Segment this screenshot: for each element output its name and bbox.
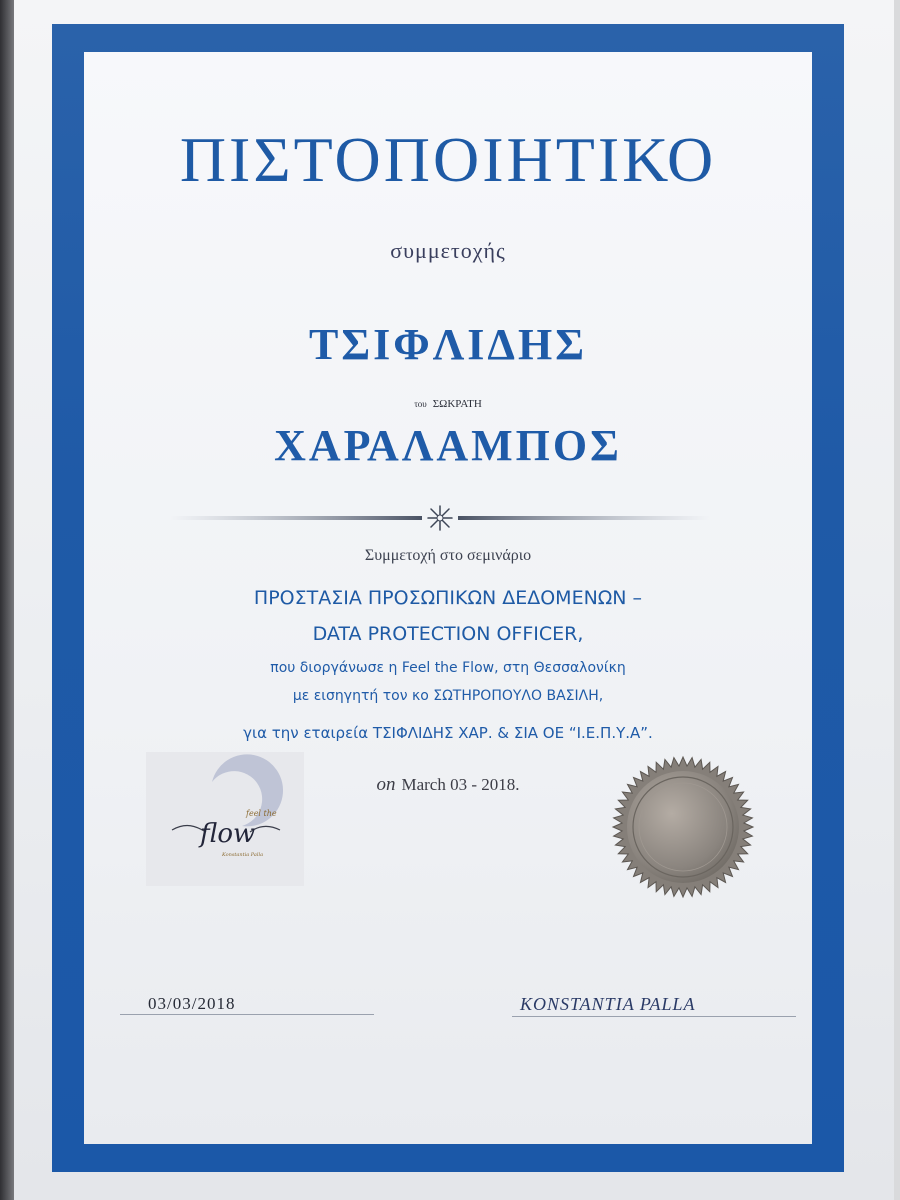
event-date-prefix: on: [376, 774, 396, 795]
lecturer-name: ΣΩΤΗΡΟΠΟΥΛΟ ΒΑΣΙΛΗ,: [433, 688, 604, 704]
signature-date: 03/03/2018: [148, 994, 236, 1013]
date-signature-line: [120, 1014, 374, 1015]
gold-seal-icon: [610, 754, 756, 900]
feel-the-flow-logo: [146, 752, 304, 886]
organizer-pre: που διοργάνωσε η: [270, 660, 402, 676]
seminar-title-line1: ΠΡΟΣΤΑΣΙΑ ΠΡΟΣΩΠΙΚΩΝ ΔΕΔΟΜΕΝΩΝ –: [253, 587, 643, 609]
starburst-ornament-icon: [170, 505, 710, 533]
lecturer-pre: με εισηγητή τον κο: [292, 688, 434, 704]
company-name: ΤΣΙΦΛΙΔΗΣ ΧΑΡ. & ΣΙΑ ΟΕ “Ι.Ε.Π.Υ.Α”.: [372, 724, 653, 742]
recipient-first-name: ΧΑΡΑΛΑΜΠΟΣ: [274, 421, 622, 470]
logo-bottom-text: Konstantia Palla: [222, 852, 264, 858]
certificate-subtitle: συμμετοχής: [390, 238, 506, 263]
organizer-name: Feel the Flow: [401, 660, 495, 676]
seminar-title: [84, 580, 812, 652]
recipient-surname: ΤΣΙΦΛΙΔΗΣ: [309, 320, 587, 369]
father-prefix: του: [414, 399, 427, 409]
lecturer-line: [84, 688, 812, 704]
signer-name: KONSTANTIA PALLA: [520, 994, 696, 1014]
father-name-line: [84, 398, 812, 410]
father-name: ΣΩΚΡΑΤΗ: [432, 398, 482, 410]
organizer-post: , στη Θεσσαλονίκη: [494, 660, 626, 676]
logo-top-text: feel the: [246, 809, 277, 818]
seminar-label: Συμμετοχή στο σεμινάριο: [364, 547, 532, 564]
company-pre: για την εταιρεία: [243, 724, 373, 742]
signer-signature-line: [512, 1016, 796, 1017]
seminar-title-line2: DATA PROTECTION OFFICER,: [312, 623, 584, 645]
logo-main-text: flow: [200, 819, 256, 849]
event-date-value: March 03 - 2018.: [401, 775, 520, 794]
organizer-line: [84, 660, 812, 676]
company-line: [84, 724, 812, 742]
flow-logo-icon: [146, 752, 304, 886]
certificate-title: ΠΙΣΤΟΠΟΙΗΤΙΚΟ: [179, 124, 717, 195]
